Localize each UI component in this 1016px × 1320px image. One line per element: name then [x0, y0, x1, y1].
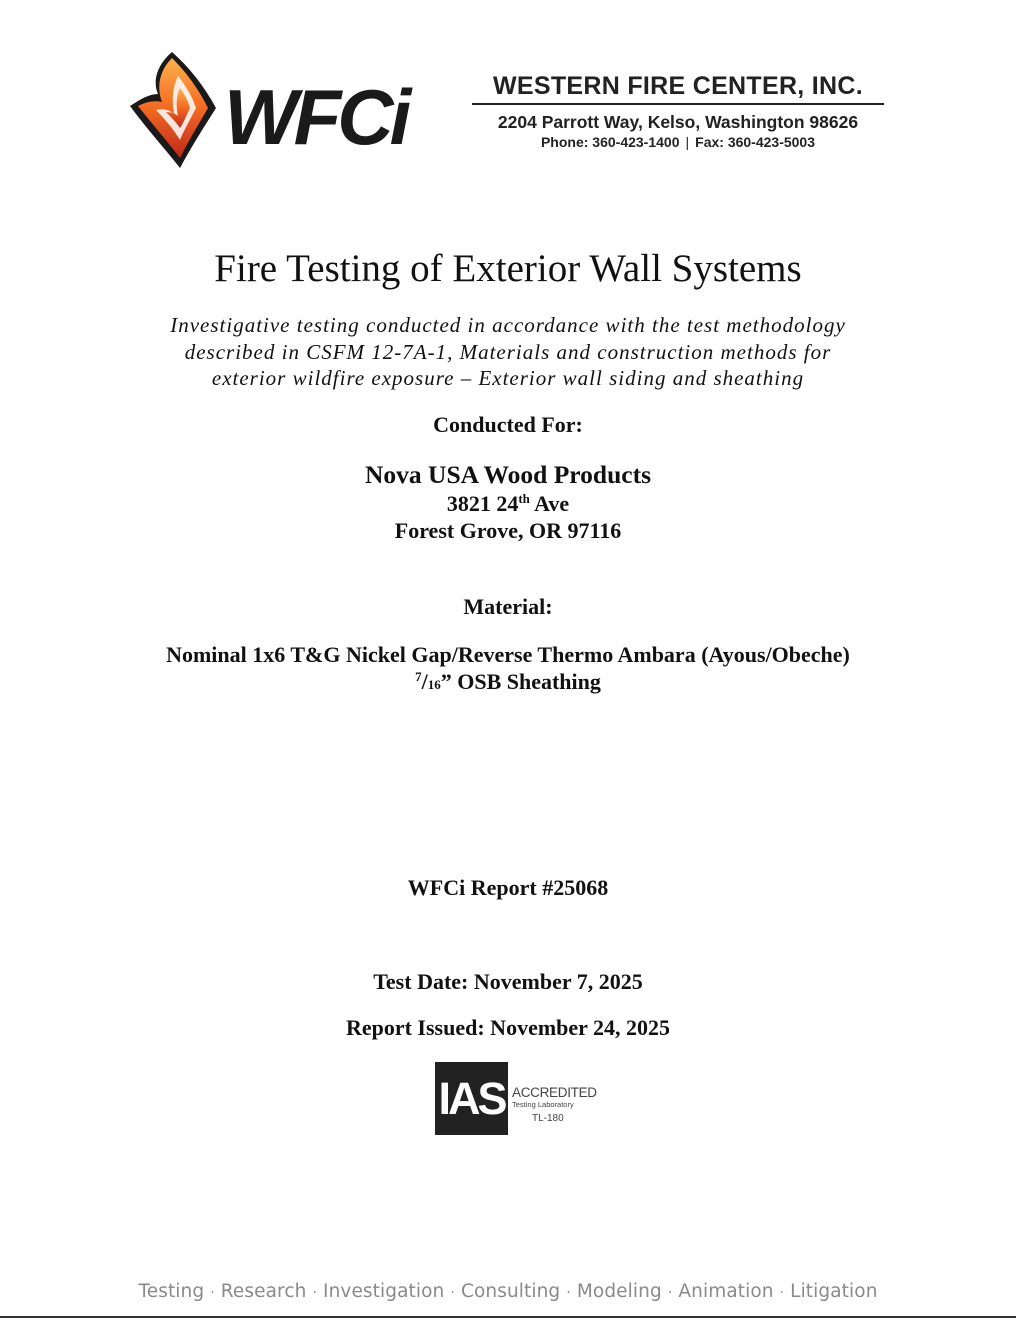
logo-wordmark: WFCi — [224, 73, 408, 161]
report-subtitle — [0, 312, 1016, 392]
footer-separator: · — [566, 1285, 571, 1301]
subtitle-line: described in CSFM 12-7A-1, Materials and construction methods for — [184, 339, 832, 364]
footer-separator: · — [667, 1285, 673, 1301]
street-number: 3821 24 — [446, 491, 519, 516]
company-name: WESTERN FIRE CENTER, INC. — [472, 70, 884, 105]
street-end: Ave — [529, 491, 570, 516]
footer-separator: · — [210, 1285, 215, 1301]
material-siding: Nominal 1x6 T&G Nickel Gap/Reverse Thermo Ambara (Ayous/Obeche) — [166, 642, 850, 667]
company-address: 2204 Parrott Way, Kelso, Washington 98626 — [497, 112, 859, 132]
footer-item: Litigation — [790, 1281, 878, 1302]
company-fax: Fax: 360-423-5003 — [695, 134, 816, 150]
ias-accreditation — [512, 1086, 597, 1126]
client-city: Forest Grove, OR 97116 — [394, 518, 622, 543]
subtitle-line: exterior wildfire exposure – Exterior wall siding and sheathing — [211, 366, 805, 390]
ias-logo: IAS — [435, 1062, 508, 1135]
ias-lab-type: Testing Laboratory — [512, 1100, 574, 1109]
company-phone: Phone: 360-423-1400 — [540, 134, 680, 150]
flame-icon — [130, 52, 216, 168]
ias-lab-id: TL-180 — [532, 1113, 564, 1124]
footer-separator: · — [312, 1285, 318, 1301]
footer-separator: · — [779, 1285, 785, 1301]
footer-item: Research — [220, 1281, 307, 1302]
material-sheathing: $^7$/16” OSB Sheathing — [415, 669, 601, 694]
report-number: WFCi Report #25068 — [407, 875, 609, 900]
fraction-numerator: 7 — [415, 669, 422, 684]
footer-services — [0, 1281, 1016, 1302]
bottom-rule — [0, 1316, 1016, 1318]
footer-item: Testing — [138, 1281, 205, 1302]
client-street — [0, 490, 1016, 517]
contact-separator: | — [685, 134, 690, 150]
street-suffix: th — [518, 491, 530, 506]
wfci-logo — [128, 50, 448, 172]
footer-item: Animation — [678, 1281, 774, 1302]
material-label: Material: — [463, 594, 553, 619]
conducted-for-label: Conducted For: — [433, 412, 583, 437]
sheathing-text: ” OSB Sheathing — [440, 669, 601, 694]
fraction-denominator: 16 — [427, 677, 441, 692]
footer-item: Modeling — [576, 1281, 662, 1302]
report-title: Fire Testing of Exterior Wall Systems — [214, 247, 802, 290]
subtitle-line: Investigative testing conducted in accordance with the test methodology — [170, 313, 846, 337]
ias-accredited: ACCREDITED — [512, 1085, 597, 1100]
footer-item: Investigation — [323, 1281, 445, 1302]
footer-separator: · — [450, 1285, 455, 1301]
company-contact — [472, 134, 884, 151]
report-issued-date: Report Issued: November 24, 2025 — [345, 1015, 671, 1040]
test-date: Test Date: November 7, 2025 — [373, 969, 643, 994]
client-name: Nova USA Wood Products — [365, 460, 651, 489]
footer-item: Consulting — [460, 1281, 561, 1302]
company-info — [472, 70, 884, 151]
